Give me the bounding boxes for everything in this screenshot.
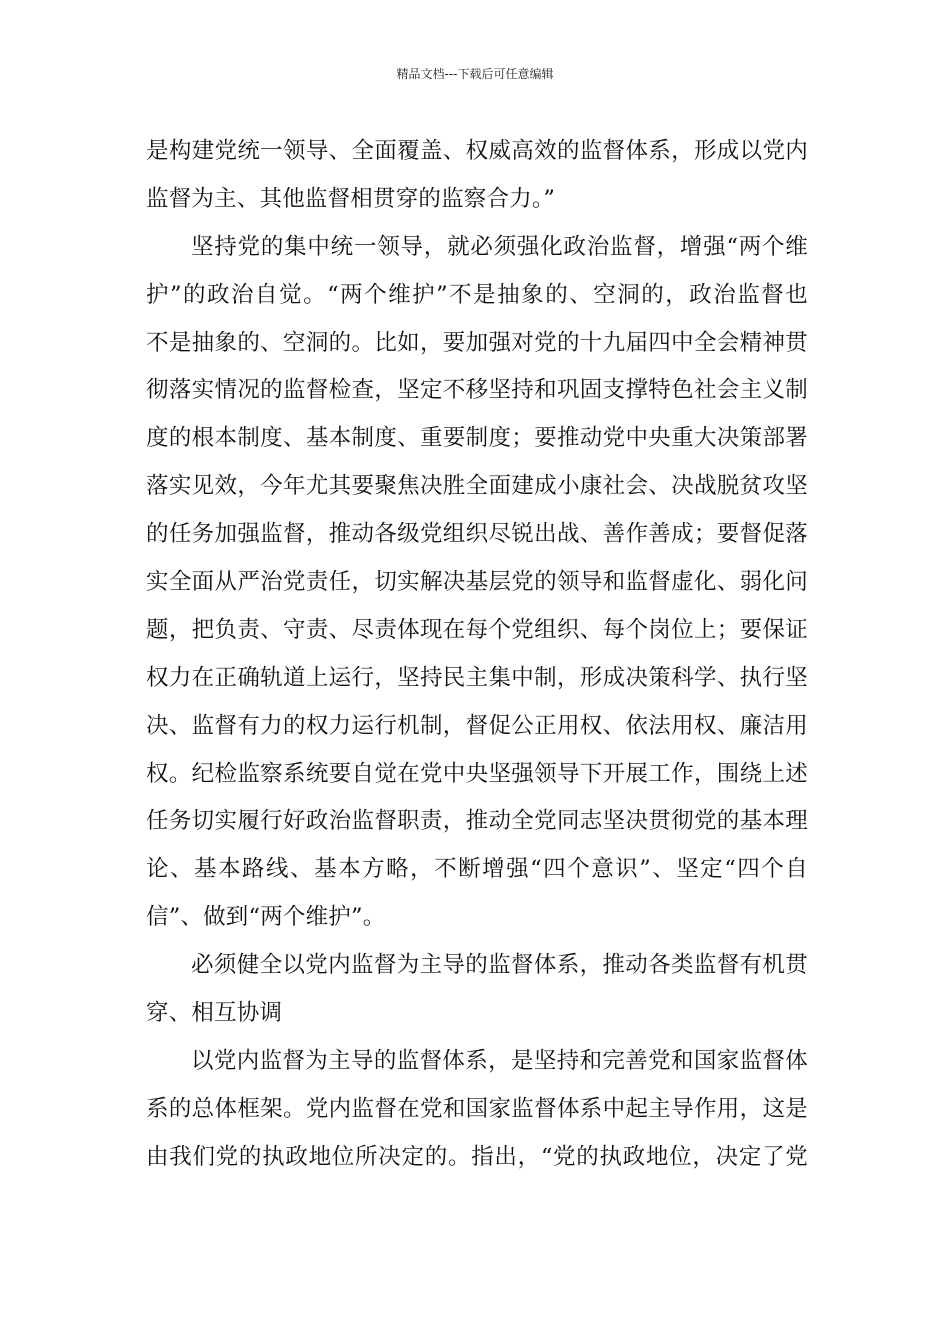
text-line: 任务切实履行好政治监督职责，推动全党同志坚决贯彻党的基本理 — [146, 808, 808, 835]
text-line: 必须健全以党内监督为主导的监督体系，推动各类监督有机贯 — [191, 952, 808, 979]
text-line: 度的根本制度、基本制度、重要制度；要推动党中央重大决策部署 — [146, 425, 808, 452]
text-line: 不是抽象的、空洞的。比如，要加强对党的十九届四中全会精神贯 — [146, 329, 808, 356]
text-line: 题，把负责、守责、尽责体现在每个党组织、每个岗位上；要保证 — [146, 616, 808, 643]
text-line: 系的总体框架。党内监督在党和国家监督体系中起主导作用，这是 — [146, 1095, 808, 1122]
text-line: 决、监督有力的权力运行机制，督促公正用权、依法用权、廉洁用 — [146, 712, 808, 739]
text-line: 坚持党的集中统一领导，就必须强化政治监督，增强“两个维 — [191, 233, 808, 260]
text-line: 是构建党统一领导、全面覆盖、权威高效的监督体系，形成以党内 — [146, 138, 808, 164]
text-line: 以党内监督为主导的监督体系，是坚持和完善党和国家监督体 — [191, 1047, 808, 1074]
text-line: 权力在正确轨道上运行，坚持民主集中制，形成决策科学、执行坚 — [146, 664, 808, 691]
text-line: 监督为主、其他监督相贯穿的监察合力。” — [146, 185, 556, 212]
text-line: 信”、做到“两个维护”。 — [146, 904, 386, 931]
text-line: 的任务加强监督，推动各级党组织尽锐出战、善作善成；要督促落 — [146, 521, 808, 548]
text-line: 权。纪检监察系统要自觉在党中央坚强领导下开展工作，围绕上述 — [146, 760, 808, 787]
text-line: 穿、相互协调 — [146, 1000, 283, 1027]
document-body — [146, 128, 808, 1182]
page-header: 精品文档---下载后可任意编辑 — [396, 67, 554, 81]
text-line: 落实见效，今年尤其要聚焦决胜全面建成小康社会、决战脱贫攻坚 — [146, 473, 808, 500]
text-line: 论、基本路线、基本方略，不断增强“四个意识”、坚定“四个自 — [146, 856, 808, 883]
text-line: 彻落实情况的监督检查，坚定不移坚持和巩固支撑特色社会主义制 — [146, 377, 808, 404]
text-line: 由我们党的执政地位所决定的。指出，“党的执政地位，决定了党 — [146, 1143, 808, 1170]
text-line: 实全面从严治党责任，切实解决基层党的领导和监督虚化、弱化问 — [146, 569, 808, 596]
text-line: 护”的政治自觉。“两个维护”不是抽象的、空洞的，政治监督也 — [146, 281, 808, 308]
